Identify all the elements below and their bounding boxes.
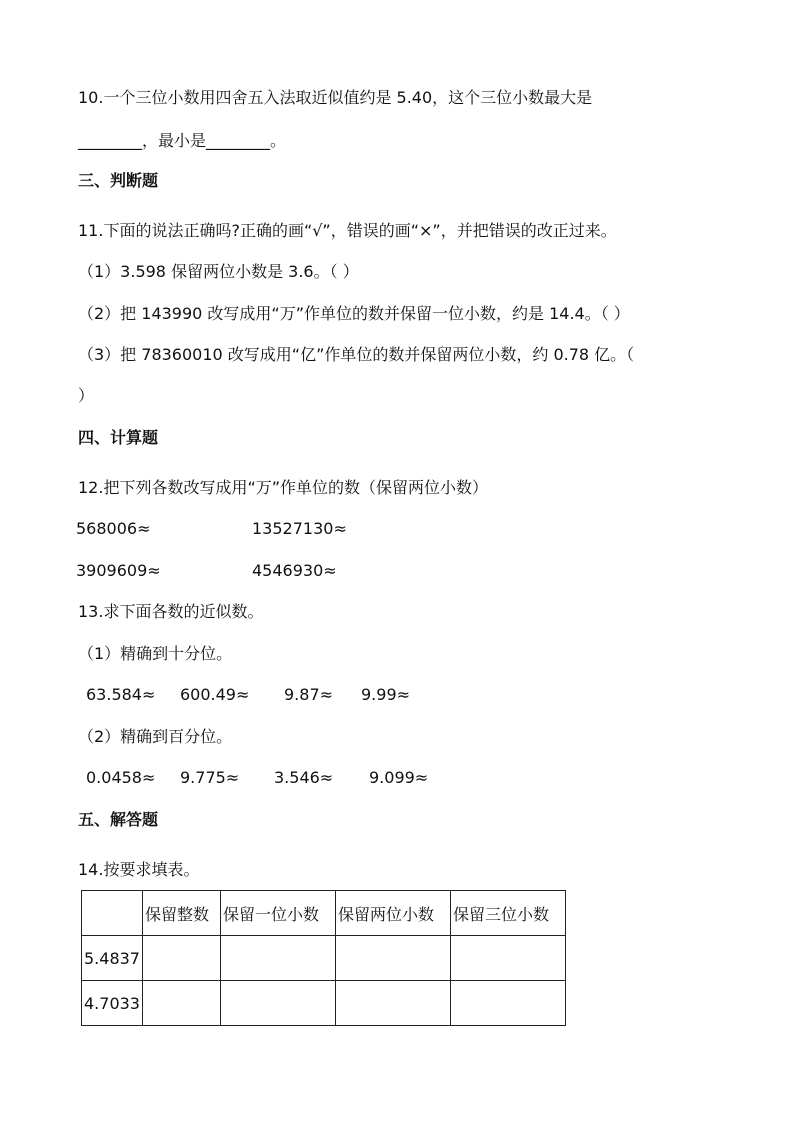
table-header-cell (82, 891, 143, 936)
q10-line2: ________，最小是________。 (78, 131, 287, 150)
section-5-heading: 五、解答题 (78, 810, 159, 829)
q13-p1-item: 9.87≈ (284, 685, 334, 704)
section-3-heading: 三、判断题 (78, 171, 159, 190)
q13-p1-item: 9.99≈ (361, 685, 411, 704)
table-row-label: 4.7033 (82, 981, 143, 1026)
q12-item-b: 13527130≈ (252, 519, 347, 538)
table-header-cell: 保留一位小数 (220, 891, 335, 936)
q11-item2: （2）把 143990 改写成用“万”作单位的数并保留一位小数，约是 14.4。（ ） (78, 304, 630, 323)
table-cell-blank[interactable] (220, 981, 335, 1026)
q10-line1: 10.一个三位小数用四舍五入法取近似值约是 5.40，这个三位小数最大是 (78, 88, 593, 107)
q13-p2-item: 3.546≈ (274, 768, 334, 787)
table-header-row (82, 891, 566, 936)
q13-prompt: 13.求下面各数的近似数。 (78, 602, 264, 621)
table-cell-blank[interactable] (335, 936, 450, 981)
table-row-label: 5.4837 (82, 936, 143, 981)
q13-part1: （1）精确到十分位。 (78, 644, 233, 663)
table-header-cell: 保留三位小数 (450, 891, 565, 936)
q12-item-a: 568006≈ (76, 519, 151, 538)
table-row (82, 936, 566, 981)
table-header-cell: 保留两位小数 (335, 891, 450, 936)
table-cell-blank[interactable] (142, 981, 220, 1026)
q12-item-d: 4546930≈ (252, 561, 337, 580)
q11-item3-close: ） (78, 386, 95, 405)
table-header-cell: 保留整数 (142, 891, 220, 936)
q12-item-c: 3909609≈ (76, 561, 161, 580)
table-cell-blank[interactable] (142, 936, 220, 981)
table-cell-blank[interactable] (335, 981, 450, 1026)
section-4-heading: 四、计算题 (78, 428, 159, 447)
table-row (82, 981, 566, 1026)
q13-p2-item: 9.099≈ (369, 768, 429, 787)
table-cell-blank[interactable] (450, 981, 565, 1026)
q13-p2-item: 9.775≈ (180, 768, 240, 787)
table-cell-blank[interactable] (220, 936, 335, 981)
q13-p1-item: 600.49≈ (180, 685, 250, 704)
q11-prompt: 11.下面的说法正确吗?正确的画“√”，错误的画“×”，并把错误的改正过来。 (78, 221, 617, 240)
q13-p1-item: 63.584≈ (86, 685, 156, 704)
table-cell-blank[interactable] (450, 936, 565, 981)
q11-item1: （1）3.598 保留两位小数是 3.6。（ ） (78, 262, 359, 281)
q12-prompt: 12.把下列各数改写成用“万”作单位的数（保留两位小数） (78, 478, 489, 497)
q11-item3: （3）把 78360010 改写成用“亿”作单位的数并保留两位小数，约 0.78 亿。（ (78, 345, 635, 364)
q13-part2: （2）精确到百分位。 (78, 727, 233, 746)
q14-prompt: 14.按要求填表。 (78, 860, 200, 879)
q13-p2-item: 0.0458≈ (86, 768, 156, 787)
rounding-table (81, 890, 566, 1026)
